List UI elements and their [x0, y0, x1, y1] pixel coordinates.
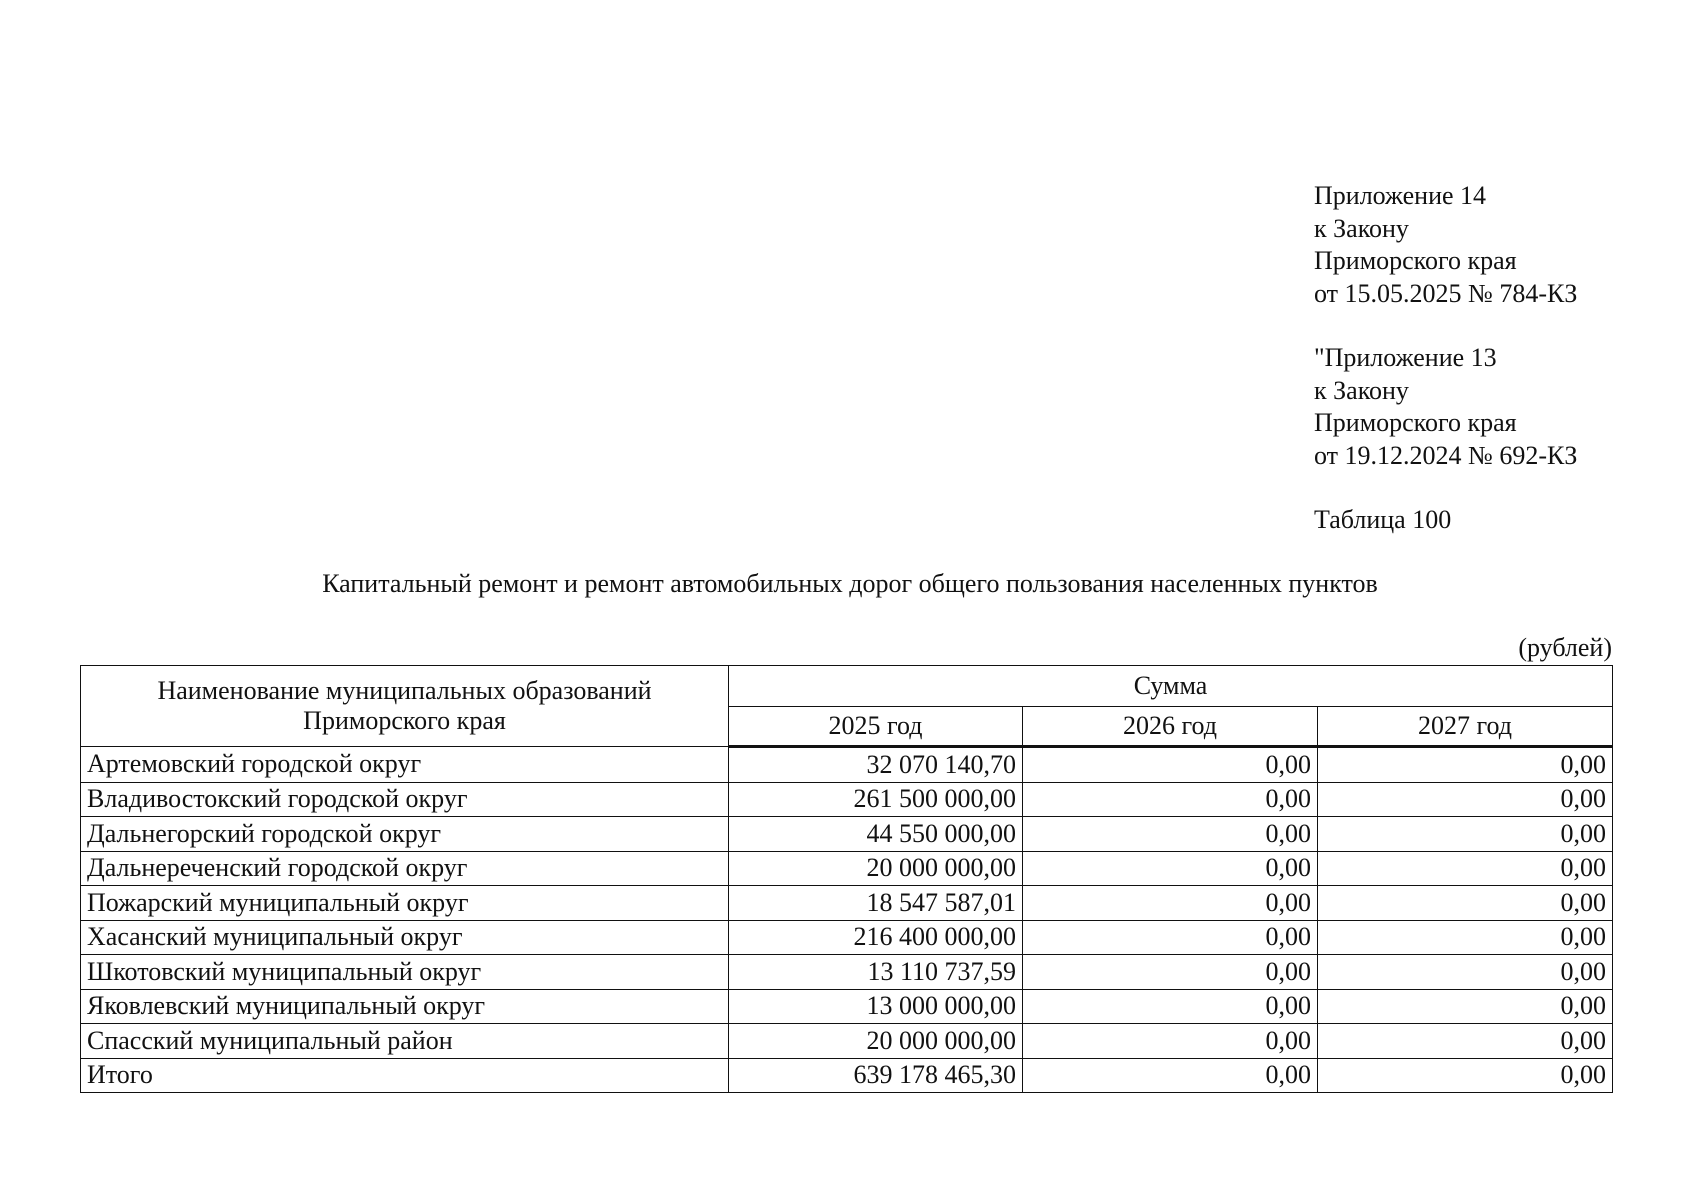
budget-table [80, 665, 1613, 1093]
amount-2027: 0,00 [1318, 782, 1613, 817]
total-label: Итого [81, 1058, 729, 1093]
amount-2027: 0,00 [1318, 747, 1613, 783]
table-row [81, 747, 1613, 783]
municipality-name: Пожарский муниципальный округ [81, 886, 729, 921]
column-header-2027: 2027 год [1318, 707, 1613, 747]
amount-2026: 0,00 [1023, 955, 1318, 990]
table-row [81, 851, 1613, 886]
amount-2025: 216 400 000,00 [729, 920, 1023, 955]
amount-2026: 0,00 [1023, 782, 1318, 817]
amount-2026: 0,00 [1023, 1024, 1318, 1059]
appendix-14-line2: к Закону [1314, 213, 1409, 243]
table-row [81, 989, 1613, 1024]
amount-2027: 0,00 [1318, 920, 1613, 955]
table-row [81, 817, 1613, 852]
table-row [81, 955, 1613, 990]
municipality-name: Дальнереченский городской округ [81, 851, 729, 886]
amount-2025: 13 110 737,59 [729, 955, 1023, 990]
amount-2027: 0,00 [1318, 851, 1613, 886]
amount-2025: 20 000 000,00 [729, 851, 1023, 886]
municipality-name: Владивостокский городской округ [81, 782, 729, 817]
table-row [81, 920, 1613, 955]
municipality-name: Хасанский муниципальный округ [81, 920, 729, 955]
municipality-name: Шкотовский муниципальный округ [81, 955, 729, 990]
amount-2026: 0,00 [1023, 989, 1318, 1024]
appendix-14-line4: от 15.05.2025 № 784-КЗ [1314, 278, 1578, 308]
amount-2025: 44 550 000,00 [729, 817, 1023, 852]
amount-2026: 0,00 [1023, 886, 1318, 921]
document-title: Капитальный ремонт и ремонт автомобильных дорог общего пользования населенных пунктов [322, 569, 1378, 598]
column-header-2026: 2026 год [1023, 707, 1318, 747]
total-2026: 0,00 [1023, 1058, 1318, 1093]
amount-2027: 0,00 [1318, 886, 1613, 921]
amount-2026: 0,00 [1023, 851, 1318, 886]
appendix-14-line1: Приложение 14 [1314, 181, 1487, 210]
municipality-name: Дальнегорский городской округ [81, 817, 729, 852]
appendix-14-line3: Приморского края [1314, 246, 1517, 275]
column-header-name: Наименование муниципальных образований Приморского края [81, 666, 729, 747]
amount-2025: 32 070 140,70 [729, 747, 1023, 783]
table-number: Таблица 100 [1314, 505, 1452, 534]
amount-2026: 0,00 [1023, 817, 1318, 852]
municipality-name: Артемовский городской округ [81, 747, 729, 783]
amount-2025: 13 000 000,00 [729, 989, 1023, 1024]
amount-2026: 0,00 [1023, 920, 1318, 955]
total-2025: 639 178 465,30 [729, 1058, 1023, 1093]
amount-2025: 18 547 587,01 [729, 886, 1023, 921]
total-2027: 0,00 [1318, 1058, 1613, 1093]
appendix-13-header [1314, 342, 1577, 472]
total-row [81, 1058, 1613, 1093]
appendix-14-header [1314, 180, 1577, 310]
municipality-name: Яковлевский муниципальный округ [81, 989, 729, 1024]
column-header-sum: Сумма [729, 666, 1613, 707]
amount-2027: 0,00 [1318, 989, 1613, 1024]
table-row [81, 1024, 1613, 1059]
amount-2025: 20 000 000,00 [729, 1024, 1023, 1059]
amount-2026: 0,00 [1023, 747, 1318, 783]
table-row [81, 886, 1613, 921]
amount-2027: 0,00 [1318, 817, 1613, 852]
amount-2027: 0,00 [1318, 1024, 1613, 1059]
table-row [81, 782, 1613, 817]
municipality-name: Спасский муниципальный район [81, 1024, 729, 1059]
column-header-2025: 2025 год [729, 707, 1023, 747]
appendix-13-line1: "Приложение 13 [1314, 343, 1497, 372]
appendix-13-line2: к Закону [1314, 375, 1409, 405]
appendix-13-line4: от 19.12.2024 № 692-КЗ [1314, 440, 1578, 470]
units-label: (рублей) [1518, 633, 1612, 662]
appendix-13-line3: Приморского края [1314, 408, 1517, 437]
amount-2027: 0,00 [1318, 955, 1613, 990]
amount-2025: 261 500 000,00 [729, 782, 1023, 817]
